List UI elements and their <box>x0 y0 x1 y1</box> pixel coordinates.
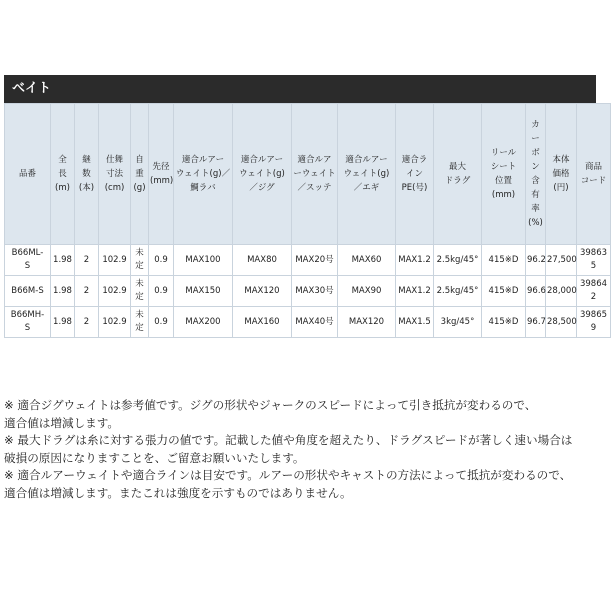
column-header: カ ー ボ ン 含 有 率 (%) <box>526 104 546 245</box>
table-cell: 96.7 <box>526 307 546 338</box>
table-row <box>5 245 611 276</box>
table-cell: 415※D <box>482 307 526 338</box>
table-row <box>5 276 611 307</box>
table-cell: MAX20号 <box>292 245 338 276</box>
table-cell: B66MH- S <box>5 307 51 338</box>
table-cell: MAX1.5 <box>396 307 434 338</box>
table-cell: 1.98 <box>51 245 75 276</box>
column-header: 仕舞 寸法 (cm) <box>99 104 131 245</box>
notes <box>4 397 596 503</box>
column-header: 適合ルアー ウェイト(g) ／ジグ <box>233 104 292 245</box>
table-cell: 96.6 <box>526 276 546 307</box>
column-header: 商品 コード <box>577 104 611 245</box>
column-header: 継 数 (本) <box>75 104 99 245</box>
table-cell: 2.5kg/45° <box>434 245 482 276</box>
note-line: ※ 適合ルアーウェイトや適合ラインは目安です。ルアーの形状やキャストの方法によって抵抗が変わるので、 <box>4 468 572 483</box>
table-cell: 102.9 <box>99 307 131 338</box>
table-row <box>5 307 611 338</box>
column-header: 全 長 (m) <box>51 104 75 245</box>
column-header: 先径 (mm) <box>149 104 174 245</box>
table-cell: MAX40号 <box>292 307 338 338</box>
column-header: 本体 価格 (円) <box>546 104 577 245</box>
column-header: 適合ルアー ウェイト(g)／ 鯛ラバ <box>174 104 233 245</box>
table-cell: 1.98 <box>51 276 75 307</box>
table-cell: 28,500 <box>546 307 577 338</box>
table-cell: MAX60 <box>338 245 396 276</box>
table-cell: MAX200 <box>174 307 233 338</box>
table-cell: 2.5kg/45° <box>434 276 482 307</box>
table-cell: MAX160 <box>233 307 292 338</box>
column-header: 適合ルアー ウェイト(g) ／エギ <box>338 104 396 245</box>
table-cell: 39865 9 <box>577 307 611 338</box>
table-cell: 3kg/45° <box>434 307 482 338</box>
note-line: 適合値は増減します。 <box>4 415 120 430</box>
table-cell: 102.9 <box>99 245 131 276</box>
table-cell: 0.9 <box>149 276 174 307</box>
column-header: 自 重 (g) <box>131 104 149 245</box>
note-line: ※ 最大ドラグは糸に対する張力の値です。記載した値や角度を超えたり、ドラグスピードが著しく速い場合は <box>4 433 573 448</box>
column-header: リール シート 位置 (mm) <box>482 104 526 245</box>
table-cell: 28,000 <box>546 276 577 307</box>
table-cell: 415※D <box>482 276 526 307</box>
table-cell: 39863 5 <box>577 245 611 276</box>
note-line: 破損の原因になりますことを、ご留意お願いいたします。 <box>4 450 305 465</box>
table-cell: 2 <box>75 307 99 338</box>
table-cell: 未 定 <box>131 307 149 338</box>
note-line: ※ 適合ジグウェイトは参考値です。ジグの形状やジャークのスピードによって引き抵抗が変わるので、 <box>4 398 537 412</box>
table-cell: 未 定 <box>131 245 149 276</box>
table-cell: MAX90 <box>338 276 396 307</box>
table-cell: 96.2 <box>526 245 546 276</box>
table-cell: B66ML- S <box>5 245 51 276</box>
table-cell: 415※D <box>482 245 526 276</box>
table-cell: 102.9 <box>99 276 131 307</box>
table-cell: MAX120 <box>338 307 396 338</box>
table-cell: MAX80 <box>233 245 292 276</box>
table-cell: MAX1.2 <box>396 276 434 307</box>
table-cell: 2 <box>75 276 99 307</box>
table-cell: 27,500 <box>546 245 577 276</box>
table-cell: 0.9 <box>149 307 174 338</box>
table-cell: MAX30号 <box>292 276 338 307</box>
column-header: 最大 ドラグ <box>434 104 482 245</box>
table-cell: 2 <box>75 245 99 276</box>
column-header: 適合ラ イン PE(号) <box>396 104 434 245</box>
table-cell: 1.98 <box>51 307 75 338</box>
table-cell: 未 定 <box>131 276 149 307</box>
table-cell: MAX100 <box>174 245 233 276</box>
table-cell: B66M-S <box>5 276 51 307</box>
spec-table <box>4 103 611 338</box>
table-cell: MAX120 <box>233 276 292 307</box>
note-line: 適合値は増減します。またこれは強度を示すものではありません。 <box>4 485 352 500</box>
section-title: ベイト <box>4 75 596 103</box>
header-row <box>5 104 611 245</box>
table-cell: MAX1.2 <box>396 245 434 276</box>
column-header: 適合ルア ーウェイト ／スッテ <box>292 104 338 245</box>
table-cell: MAX150 <box>174 276 233 307</box>
table-cell: 0.9 <box>149 245 174 276</box>
column-header: 品番 <box>5 104 51 245</box>
table-cell: 39864 2 <box>577 276 611 307</box>
